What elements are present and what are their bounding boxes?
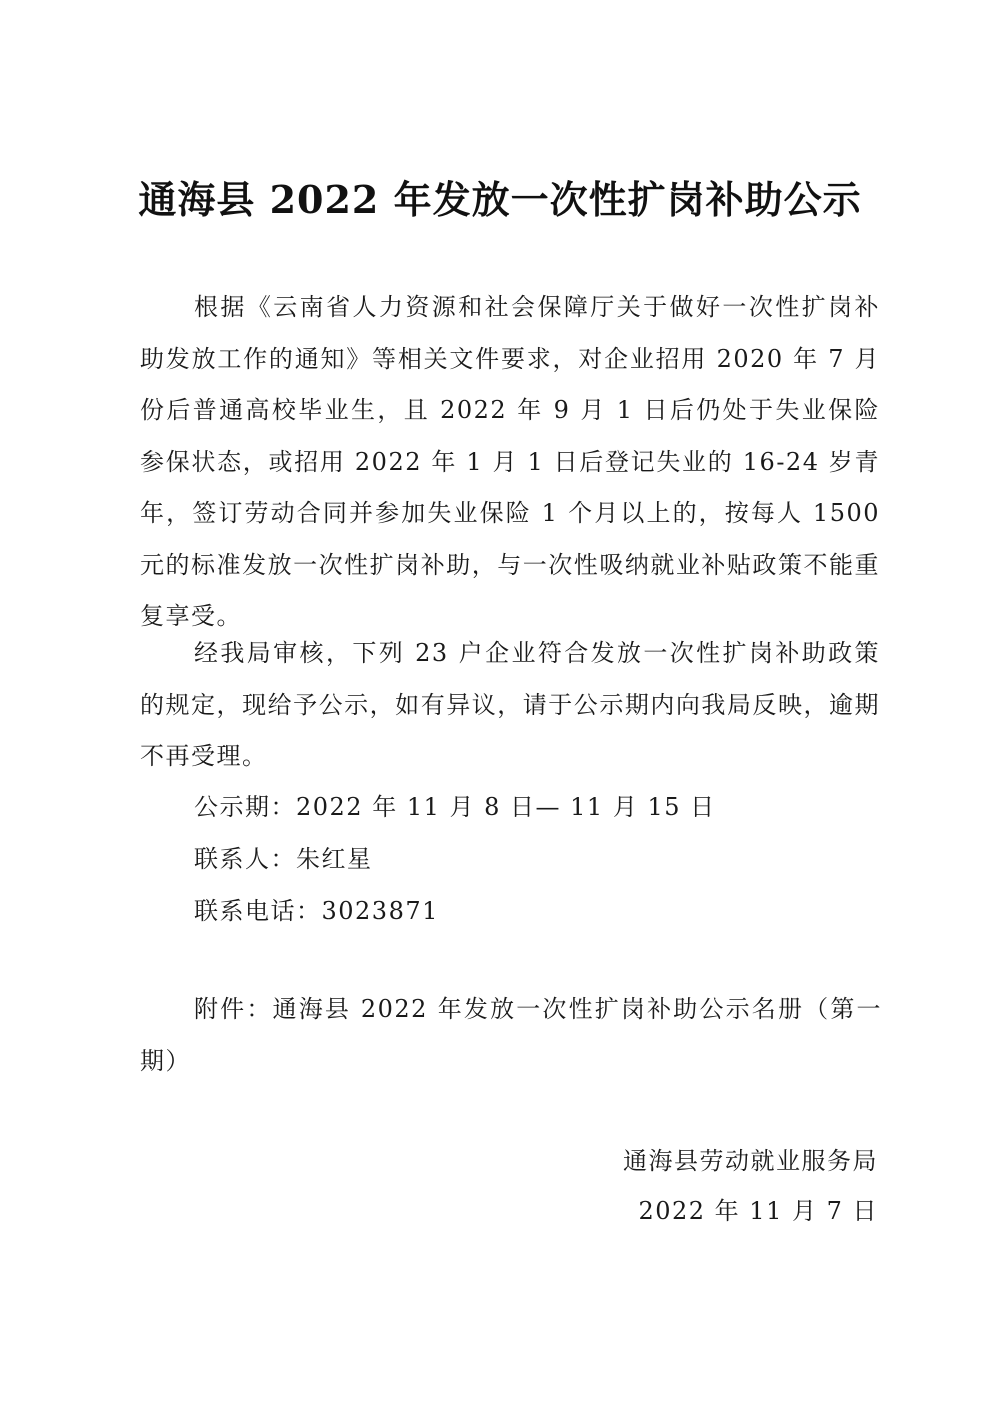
document-title: 通海县 2022 年发放一次性扩岗补助公示 (138, 177, 862, 222)
paragraph-review-result: 经我局审核，下列 23 户企业符合发放一次性扩岗补助政策的规定，现给予公示，如有异议，请于公示期内向我局反映，逾期不再受理。 (140, 639, 880, 770)
issue-date: 2022 年 11 月 7 日 (638, 1197, 878, 1225)
issuing-organization: 通海县劳动就业服务局 (623, 1147, 878, 1175)
paragraph-policy-basis: 根据《云南省人力资源和社会保障厅关于做好一次性扩岗补助发放工作的通知》等相关文件要求，对企业招用 2020 年 7 月份后普通高校毕业生，且 2022 年 9 月 1 日后仍处于失业保险参保状态，或招用 2022 年 1 月 1 日后登记失业的 16-24 岁青年，签订劳动合同并参加失业保险 1 个月以上的，按每人 1500 元的标准发放一次性扩岗补助，与一次性吸纳就业补贴政策不能重复享受。 (140, 293, 880, 630)
contact-person: 联系人：朱红星 (194, 845, 373, 873)
attachment-note: 附件：通海县 2022 年发放一次性扩岗补助公示名册（第一期） (140, 995, 882, 1075)
contact-phone: 联系电话：3023871 (194, 897, 439, 925)
publicity-period: 公示期：2022 年 11 月 8 日— 11 月 15 日 (194, 793, 716, 821)
